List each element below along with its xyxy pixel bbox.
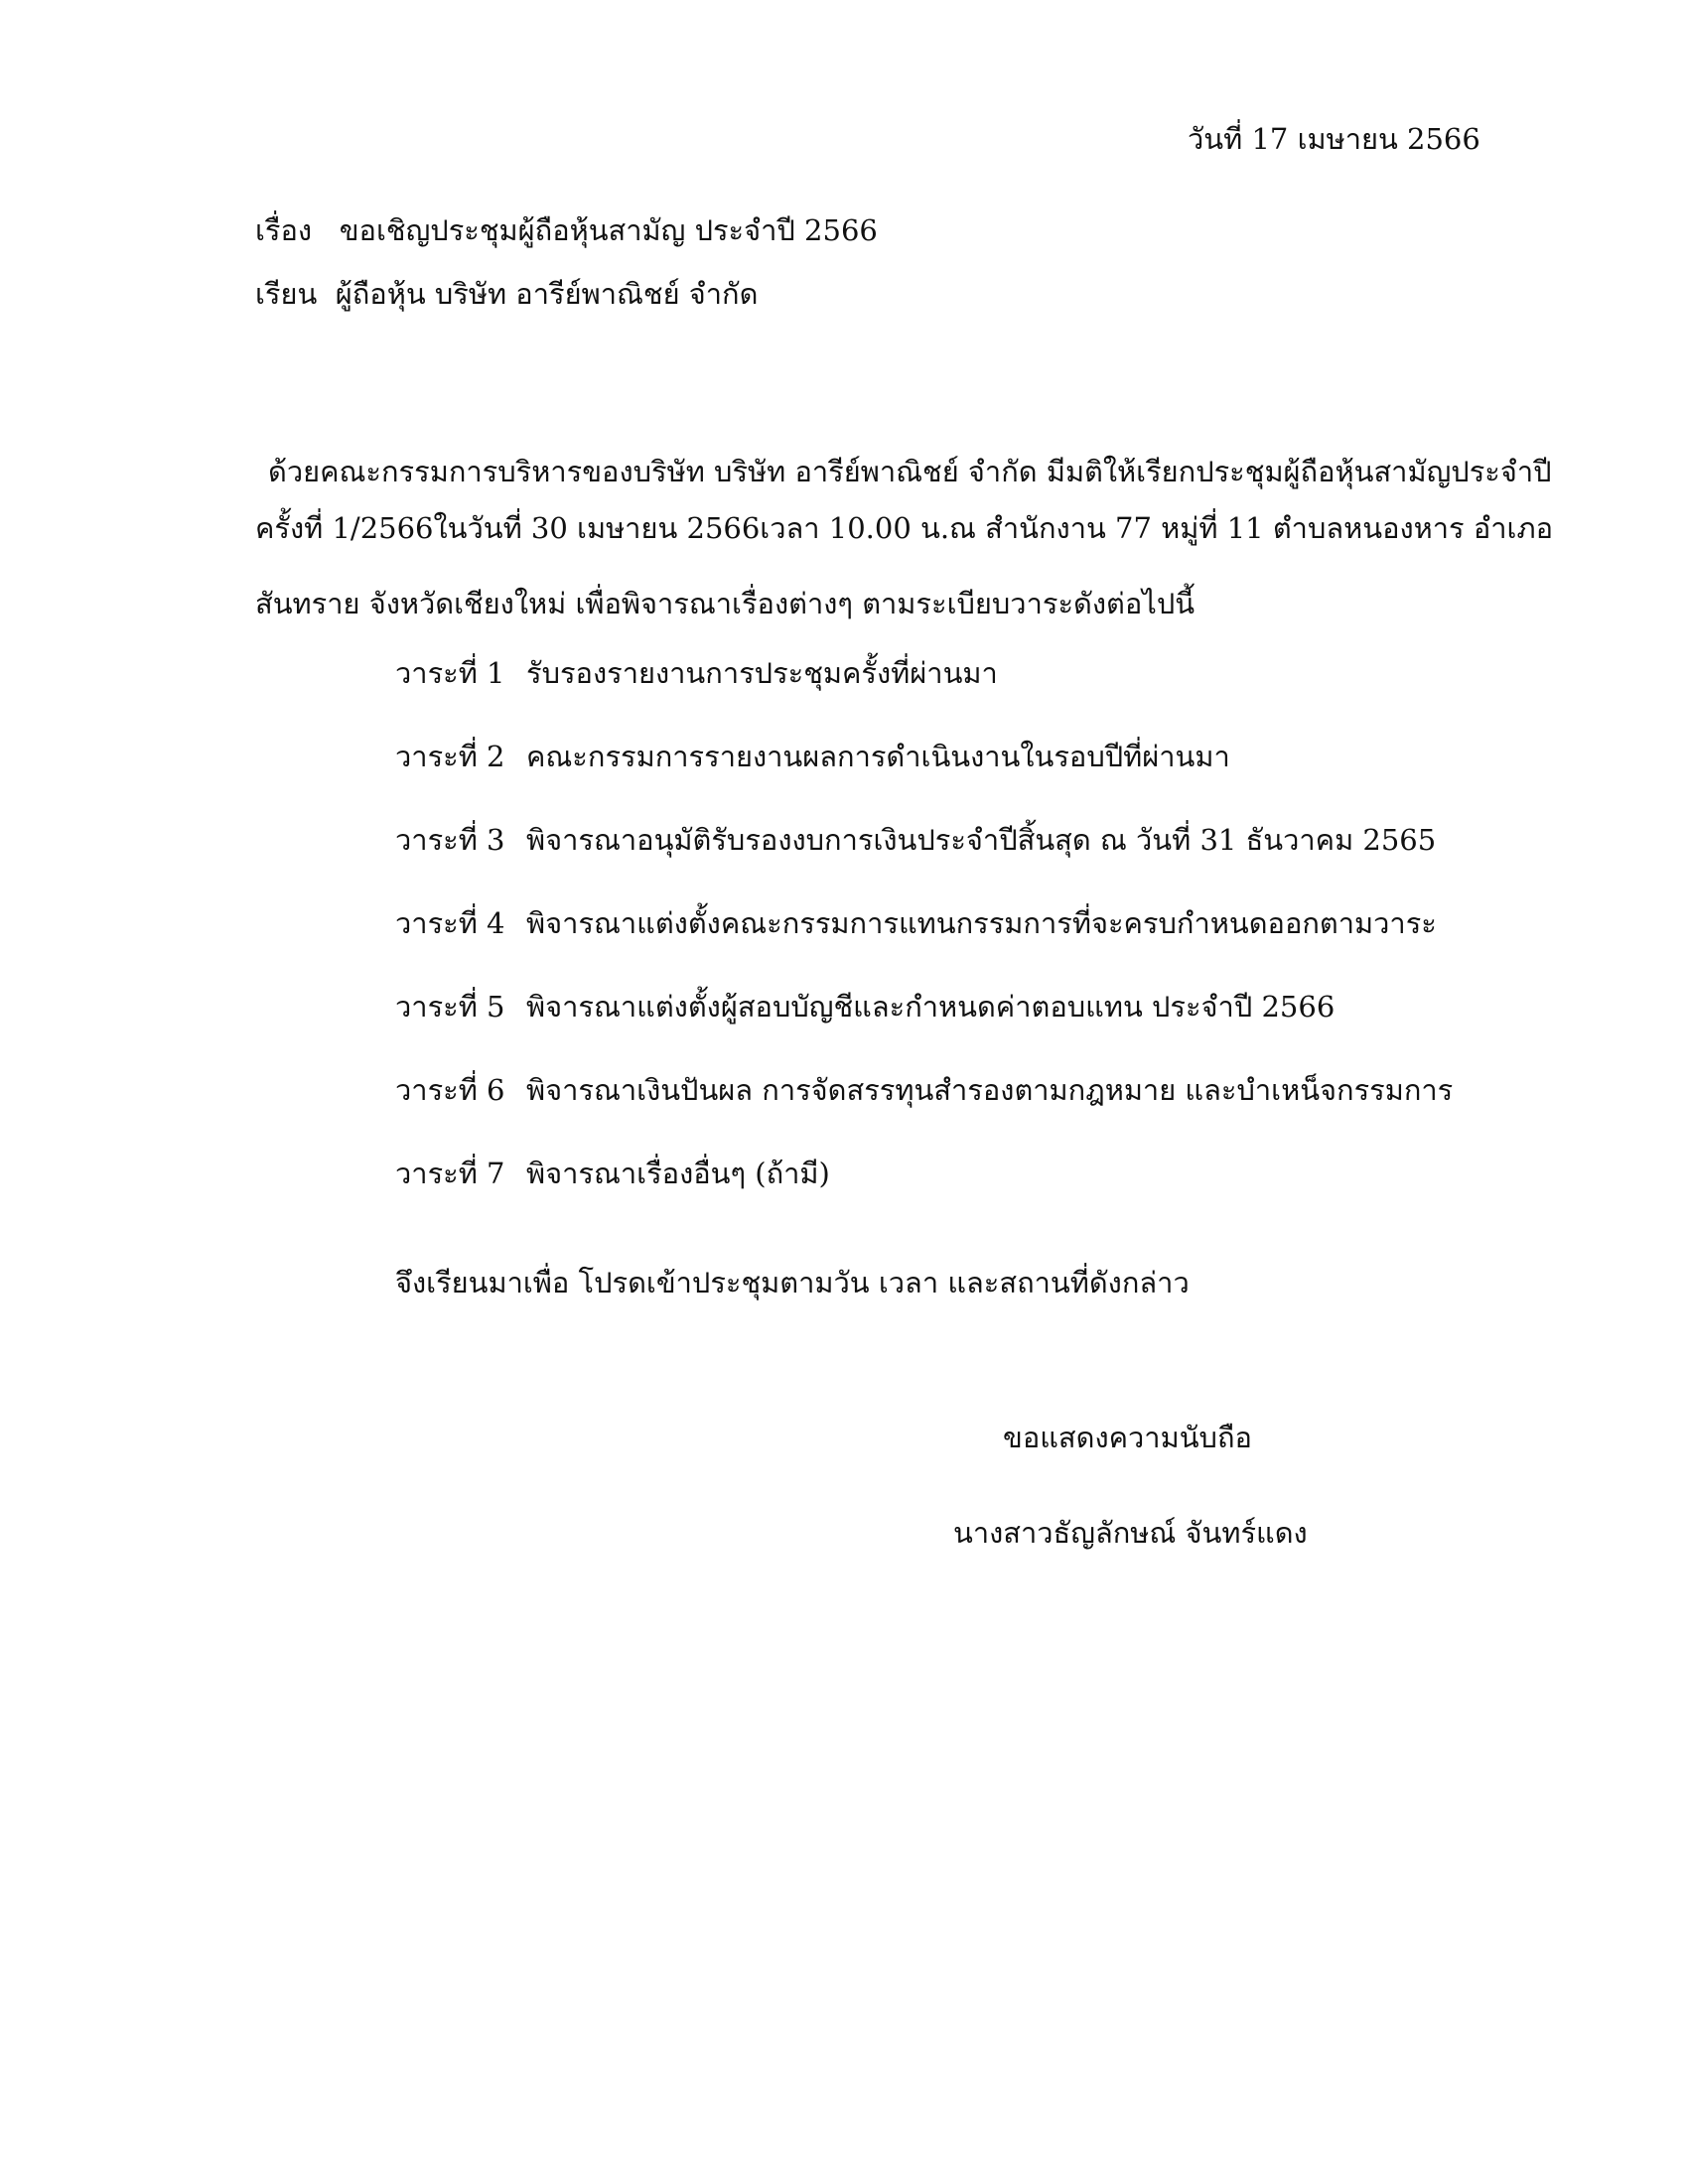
agenda-item — [395, 653, 998, 693]
body-line-2: ครั้งที่ 1/2566ในวันที่ 30 เมษายน 2566เวลา 10.00 น.ณ สำนักงาน 77 หมู่ที่ 11 ตำบลหนองหาร อำเภอ — [255, 511, 1553, 545]
body-line-1: ด้วยคณะกรรมการบริหารของบริษัท บริษัท อารีย์พาณิชย์ จำกัด มีมติให้เรียกประชุมผู้ถือหุ้นสามัญประจำปี — [268, 455, 1552, 488]
agenda-number: วาระที่ 5 — [395, 990, 505, 1024]
agenda-item — [395, 737, 1230, 776]
agenda-item — [395, 1070, 1453, 1110]
agenda-number: วาระที่ 3 — [395, 823, 505, 857]
agenda-text: พิจารณาแต่งตั้งคณะกรรมการแทนกรรมการที่จะครบกำหนดออกตามวาระ — [526, 906, 1437, 940]
agenda-text: พิจารณาเรื่องอื่นๆ (ถ้ามี) — [526, 1157, 830, 1190]
agenda-item — [395, 820, 1436, 860]
agenda-item — [395, 987, 1335, 1026]
agenda-text: พิจารณาเงินปันผล การจัดสรรทุนสำรองตามกฎหมาย และบำเหน็จกรรมการ — [526, 1073, 1454, 1107]
agenda-number: วาระที่ 6 — [395, 1073, 505, 1107]
agenda-number: วาระที่ 1 — [395, 656, 505, 690]
agenda-number: วาระที่ 4 — [395, 906, 505, 940]
subject-line — [255, 210, 878, 250]
agenda-text: พิจารณาอนุมัติรับรองงบการเงินประจำปีสิ้นสุด ณ วันที่ 31 ธันวาคม 2565 — [526, 823, 1437, 857]
signer-name: นางสาวธัญลักษณ์ จันทร์แดง — [953, 1516, 1308, 1550]
agenda-item — [395, 1154, 830, 1193]
subject-text: ขอเชิญประชุมผู้ถือหุ้นสามัญ ประจำปี 2566 — [339, 213, 878, 247]
letter-date: วันที่ 17 เมษายน 2566 — [1188, 122, 1480, 156]
agenda-item — [395, 903, 1437, 943]
closing-line: จึงเรียนมาเพื่อ โปรดเข้าประชุมตามวัน เวลา และสถานที่ดังกล่าว — [395, 1266, 1190, 1299]
recipient-line — [255, 274, 758, 314]
agenda-text: พิจารณาแต่งตั้งผู้สอบบัญชีและกำหนดค่าตอบแทน ประจำปี 2566 — [526, 990, 1336, 1024]
recipient-label: เรียน — [255, 277, 318, 311]
subject-label: เรื่อง — [255, 213, 313, 247]
agenda-number: วาระที่ 2 — [395, 740, 505, 773]
agenda-text: คณะกรรมการรายงานผลการดำเนินงานในรอบปีที่ผ่านมา — [526, 740, 1230, 773]
agenda-number: วาระที่ 7 — [395, 1157, 505, 1190]
recipient-text: ผู้ถือหุ้น บริษัท อารีย์พาณิชย์ จำกัด — [335, 277, 759, 311]
regards-line: ขอแสดงความนับถือ — [1003, 1421, 1252, 1454]
body-line-3: สันทราย จังหวัดเชียงใหม่ เพื่อพิจารณาเรื่องต่างๆ ตามระเบียบวาระดังต่อไปนี้ — [255, 587, 1196, 620]
agenda-text: รับรองรายงานการประชุมครั้งที่ผ่านมา — [526, 656, 998, 690]
